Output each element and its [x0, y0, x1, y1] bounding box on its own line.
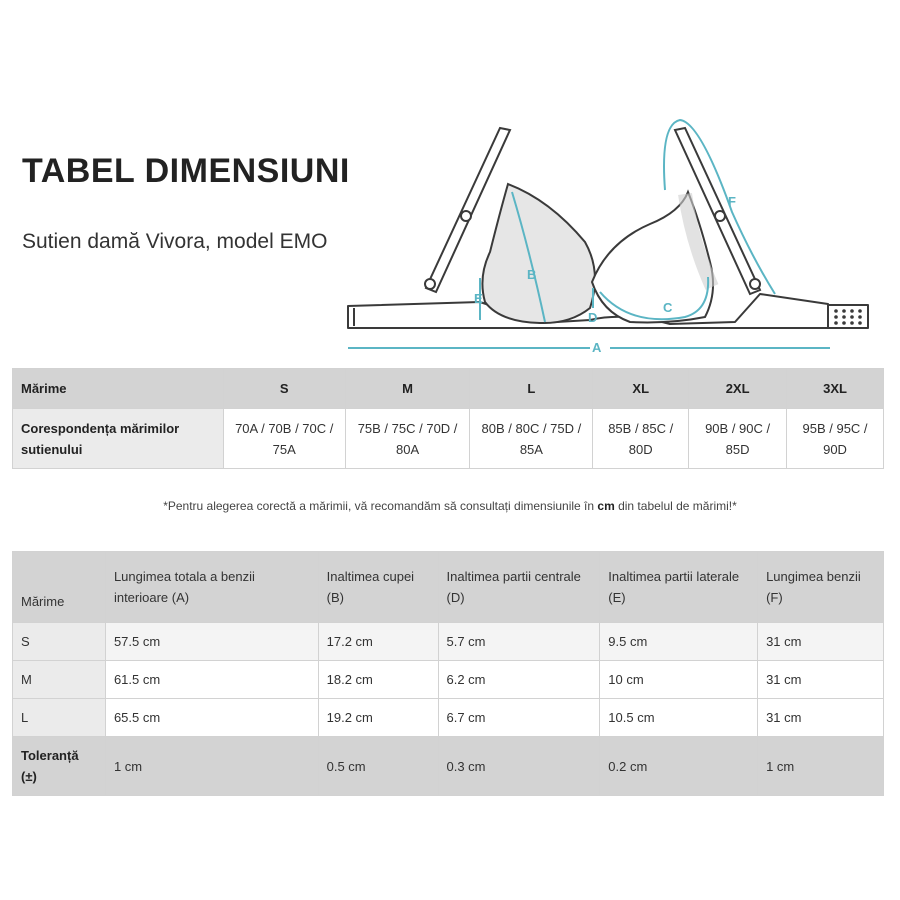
- table-cell: 5.7 cm: [438, 623, 600, 661]
- left-cup: [482, 184, 598, 325]
- table-cell: 18.2 cm: [318, 661, 438, 699]
- size-cell: 85B / 85C / 80D: [593, 409, 689, 469]
- size-table-row: [13, 409, 884, 469]
- table-cell: 6.2 cm: [438, 661, 600, 699]
- table-cell: 19.2 cm: [318, 699, 438, 737]
- table-row: [13, 699, 884, 737]
- measurement-header: Lungimea totala a benzii interioare (A): [105, 552, 318, 623]
- label-a: A: [592, 340, 602, 355]
- page-title: TABEL DIMENSIUNI: [22, 152, 350, 190]
- tolerance-row: [13, 737, 884, 796]
- table-cell: 0.2 cm: [600, 737, 758, 796]
- size-header-2xl: 2XL: [689, 369, 787, 409]
- table-cell: 9.5 cm: [600, 623, 758, 661]
- label-e: E: [474, 291, 483, 306]
- measurement-header-row: [13, 552, 884, 623]
- table-cell: S: [13, 623, 106, 661]
- table-cell: 31 cm: [758, 623, 884, 661]
- table-cell: 65.5 cm: [105, 699, 318, 737]
- size-cell: 90B / 90C / 85D: [689, 409, 787, 469]
- table-cell: 10 cm: [600, 661, 758, 699]
- table-cell: L: [13, 699, 106, 737]
- measurement-header: Inaltimea cupei (B): [318, 552, 438, 623]
- measurement-header: Mărime: [13, 552, 106, 623]
- note-text-before: *Pentru alegerea corectă a mărimii, vă recomandăm să consultați dimensiunile în: [163, 499, 598, 513]
- table-cell: M: [13, 661, 106, 699]
- table-cell: 31 cm: [758, 699, 884, 737]
- table-cell: Toleranță (±): [13, 737, 106, 796]
- size-header-3xl: 3XL: [787, 369, 884, 409]
- size-cell: 70A / 70B / 70C / 75A: [223, 409, 345, 469]
- table-cell: 0.5 cm: [318, 737, 438, 796]
- bra-measurement-diagram: [340, 112, 888, 360]
- size-note: [0, 499, 900, 513]
- table-row: [13, 661, 884, 699]
- size-cell: 95B / 95C / 90D: [787, 409, 884, 469]
- size-cell: 80B / 80C / 75D / 85A: [470, 409, 593, 469]
- size-header-s: S: [223, 369, 345, 409]
- table-cell: 57.5 cm: [105, 623, 318, 661]
- note-text-after: din tabelul de mărimi!*: [614, 499, 737, 513]
- label-c: C: [663, 300, 673, 315]
- size-row-label: Corespondența mărimilor sutienului: [13, 409, 224, 469]
- table-cell: 31 cm: [758, 661, 884, 699]
- table-cell: 61.5 cm: [105, 661, 318, 699]
- measurement-header: Lungimea benzii (F): [758, 552, 884, 623]
- size-cell: 75B / 75C / 70D / 80A: [345, 409, 470, 469]
- measurement-header: Inaltimea partii centrale (D): [438, 552, 600, 623]
- label-f: F: [728, 194, 736, 209]
- table-cell: 1 cm: [758, 737, 884, 796]
- label-b: B: [527, 267, 537, 282]
- table-row: [13, 623, 884, 661]
- table-cell: 1 cm: [105, 737, 318, 796]
- table-cell: 17.2 cm: [318, 623, 438, 661]
- table-cell: 6.7 cm: [438, 699, 600, 737]
- table-cell: 10.5 cm: [600, 699, 758, 737]
- label-d: D: [588, 310, 598, 325]
- size-header-m: M: [345, 369, 470, 409]
- size-header-label: Mărime: [13, 369, 224, 409]
- table-cell: 0.3 cm: [438, 737, 600, 796]
- page-subtitle: Sutien damă Vivora, model EMO: [22, 230, 328, 253]
- size-correspondence-table: [12, 368, 884, 469]
- measurement-table: [12, 551, 884, 796]
- size-header-l: L: [470, 369, 593, 409]
- size-table-header-row: [13, 369, 884, 409]
- hook-closure: [828, 305, 868, 328]
- measurement-header: Inaltimea partii laterale (E): [600, 552, 758, 623]
- size-header-xl: XL: [593, 369, 689, 409]
- note-text-bold: cm: [597, 499, 615, 513]
